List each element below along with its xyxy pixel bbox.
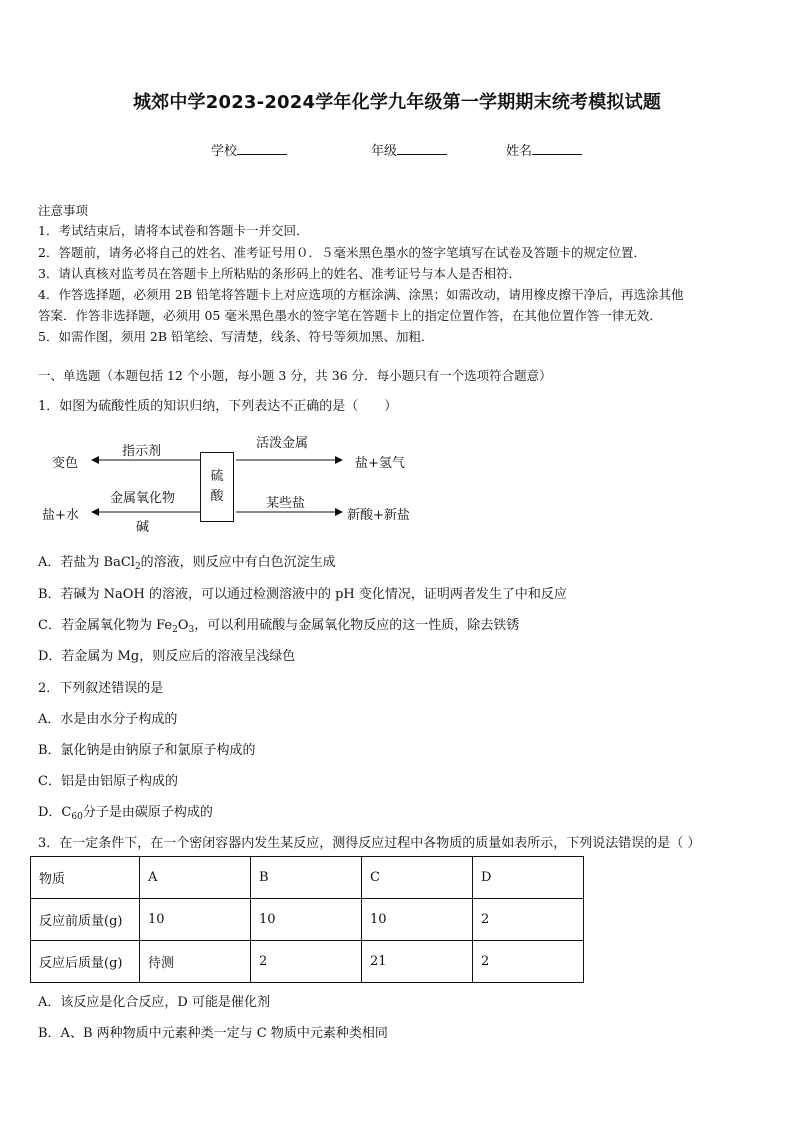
notice-item-2: 2．答题前，请务必将自己的姓名、准考证号用０．５毫米黑色墨水的签字笔填写在试卷及答题卡的规定位置．: [38, 245, 646, 260]
grade-blank[interactable]: [397, 142, 447, 155]
table-row: [31, 941, 584, 983]
table-cell: 反应后质量(g): [31, 941, 140, 983]
grade-field[interactable]: [371, 140, 447, 159]
school-field[interactable]: [211, 140, 287, 159]
table-cell: 反应前质量(g): [31, 899, 140, 941]
q3-stem: 3．在一定条件下，在一个密闭容器内发生某反应，测得反应过程中各物质的质量如表所示，下列说法错误的是（ ）: [38, 836, 701, 851]
q2-d-text-end: 分子是由碳原子构成的: [82, 805, 213, 820]
result-color-change: 变色: [52, 456, 79, 471]
q2-option-c[interactable]: C．铝是由铝原子构成的: [38, 774, 178, 789]
table-header-cell: 物质: [31, 857, 140, 899]
table-cell: 待测: [140, 941, 251, 983]
result-salt-water: 盐+水: [42, 508, 79, 523]
sulfuric-acid-box: [200, 452, 234, 522]
result-new-acid-salt: 新酸+新盐: [347, 508, 410, 523]
table-cell: 2: [473, 941, 584, 983]
q1-option-a[interactable]: [38, 551, 336, 570]
section-heading: 一、单选题（本题包括 12 个小题，每小题 3 分，共 36 分．每小题只有一个选项符合题意）: [38, 368, 552, 383]
label-base: 碱: [136, 520, 150, 535]
page-title: 城郊中学2023-2024学年化学九年级第一学期期末统考模拟试题: [132, 92, 662, 113]
notice-item-4: 4．作答选择题，必须用 2B 铅笔将答题卡上对应选项的方框涂满、涂黑；如需改动，请用橡皮擦干净后，再选涂其他: [38, 287, 684, 302]
q2-d-text: D．C: [38, 805, 72, 820]
q3-option-b[interactable]: B．A、B 两种物质中元素种类一定与 C 物质中元素种类相同: [38, 1026, 388, 1041]
q2-option-a[interactable]: A．水是由水分子构成的: [38, 712, 178, 727]
result-salt-hydrogen: 盐+氢气: [355, 456, 405, 471]
label-active-metal: 活泼金属: [256, 436, 309, 451]
q1-diagram: [40, 430, 440, 535]
q1-option-d[interactable]: D．若金属为 Mg，则反应后的溶液呈浅绿色: [38, 649, 296, 664]
q2-option-b[interactable]: B．氯化钠是由钠原子和氯原子构成的: [38, 743, 256, 758]
label-metal-oxide: 金属氧化物: [110, 491, 176, 506]
table-header-cell: A: [140, 857, 251, 899]
mass-table: [30, 856, 584, 983]
q1-c-subscript-2: 3: [188, 625, 195, 635]
box-char-bottom: 酸: [210, 489, 224, 504]
q1-c-text-mid: O: [177, 618, 189, 633]
q1-option-b[interactable]: B．若碱为 NaOH 的溶液，可以通过检测溶液中的 pH 变化情况，证明两者发生了中和反应: [38, 587, 567, 602]
q1-a-text: A．若盐为 BaCl: [38, 555, 135, 570]
table-header-row: [31, 857, 584, 899]
grade-label: 年级: [371, 144, 398, 159]
school-blank[interactable]: [237, 142, 287, 155]
q2-d-subscript: 60: [71, 812, 83, 822]
table-header-cell: B: [251, 857, 362, 899]
label-some-salt: 某些盐: [266, 496, 306, 511]
table-cell: 10: [362, 899, 473, 941]
notice-item-3: 3．请认真核对监考员在答题卡上所粘贴的条形码上的姓名、准考证号与本人是否相符．: [38, 266, 521, 281]
notice-item-4-cont: 答案．作答非选择题，必须用 05 毫米黑色墨水的签字笔在答题卡上的指定位置作答，在其他位置作答一律无效．: [38, 308, 662, 323]
q1-c-text: C．若金属氧化物为 Fe: [38, 618, 173, 633]
table-cell: 10: [251, 899, 362, 941]
box-char-top: 硫: [210, 469, 224, 484]
name-blank[interactable]: [532, 142, 582, 155]
table-cell: 21: [362, 941, 473, 983]
school-label: 学校: [211, 144, 238, 159]
q2-option-d[interactable]: [38, 801, 213, 820]
q1-c-subscript-1: 2: [172, 625, 178, 635]
q1-stem: 1．如图为硫酸性质的知识归纳，下列表达不正确的是（ ）: [38, 399, 398, 414]
table-header-cell: C: [362, 857, 473, 899]
q1-c-text-end: ，可以利用硫酸与金属氧化物反应的这一性质，除去铁锈: [194, 618, 520, 633]
table-row: [31, 899, 584, 941]
name-field[interactable]: [506, 140, 582, 159]
q1-a-subscript: 2: [134, 562, 141, 572]
table-header-cell: D: [473, 857, 584, 899]
table-cell: 2: [251, 941, 362, 983]
q2-stem: 2．下列叙述错误的是: [38, 681, 164, 696]
q1-option-c[interactable]: [38, 614, 519, 633]
notice-item-5: 5．如需作图，须用 2B 铅笔绘、写清楚，线条、符号等须加黑、加粗．: [38, 329, 434, 344]
q3-option-a[interactable]: A．该反应是化合反应，D 可能是催化剂: [38, 995, 270, 1010]
label-indicator: 指示剂: [122, 444, 162, 459]
notice-item-1: 1．考试结束后，请将本试卷和答题卡一并交回．: [38, 223, 309, 238]
table-cell: 10: [140, 899, 251, 941]
q1-a-text-end: 的溶液，则反应中有白色沉淀生成: [140, 555, 336, 570]
notice-heading: 注意事项: [38, 203, 89, 218]
name-label: 姓名: [506, 144, 533, 159]
table-cell: 2: [473, 899, 584, 941]
